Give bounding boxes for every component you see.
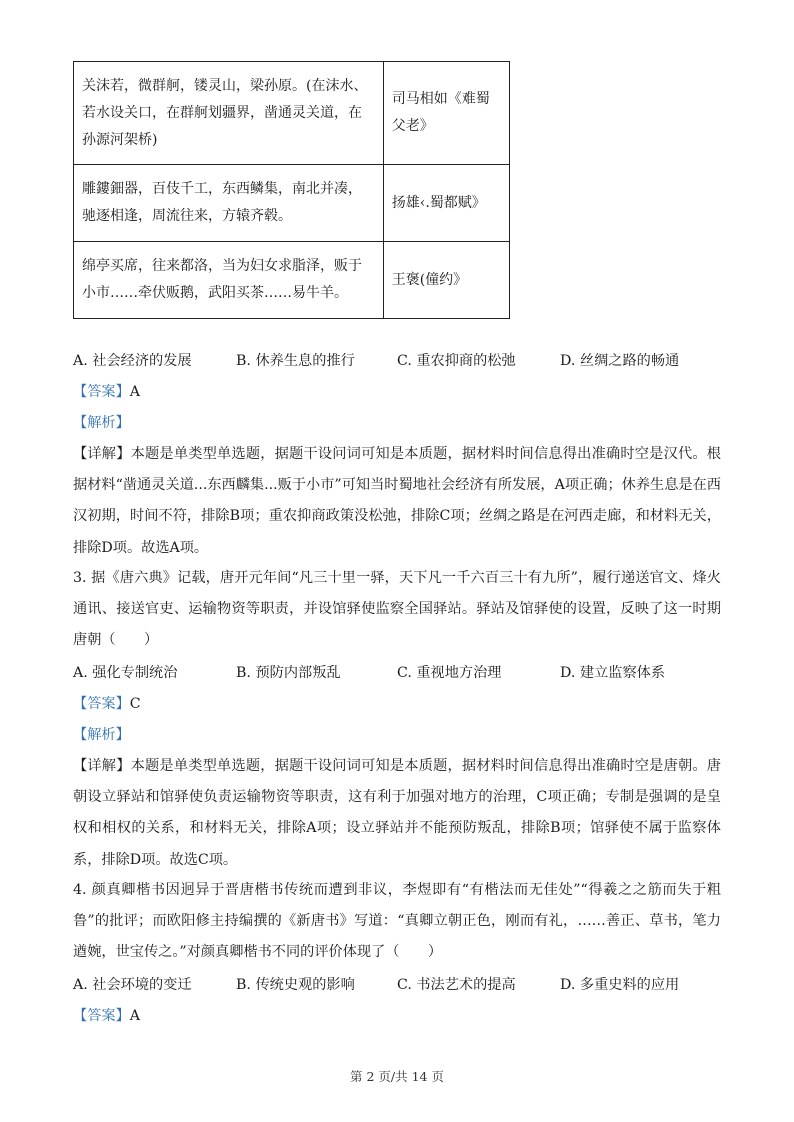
q3-detail: 【详解】本题是单类型单选题，据题干设问词可知是本质题，据材料时间信息得出准确时空是唐朝。唐朝设立驿站和馆驿使负责运输物资等职责，这有利于加强对地方的治理，C项正确；专制是强调的是皇权和相权的关系，和材料无关，排除A项；设立驿站并不能预防叛乱，排除B项；馆驿使不属于监察体系，排除D项。故选C项。 (73, 758, 721, 868)
material-source: 扬雄‹.蜀都赋》 (383, 165, 509, 242)
material-source: 王褒(僮约》 (383, 242, 509, 319)
q4-option-b: B. 传统史观的影响 (236, 977, 355, 993)
q3-option-a: A. 强化专制统治 (73, 665, 178, 681)
table-row (74, 242, 510, 319)
q2-option-d: D. 丝绸之路的畅通 (560, 353, 680, 369)
answer-value: A (129, 1008, 141, 1024)
table-row (74, 62, 510, 165)
q2-analysis-tag: 【解析】 (73, 415, 130, 431)
page-footer: 第 2 页/共 14 页 (350, 1069, 444, 1084)
material-text: 关沫若，微群舸，镂灵山，梁孙原。(在沫水、若水设关口，在群舸划疆界，凿通灵关道，在孙源河架桥) (74, 62, 384, 165)
answer-value: A (129, 384, 141, 400)
q2-answer (73, 382, 721, 402)
q3-option-d: D. 建立监察体系 (560, 665, 666, 681)
answer-tag: 【答案】 (73, 384, 130, 400)
q3-answer (73, 694, 721, 714)
table-row (74, 165, 510, 242)
material-source: 司马相如《难蜀父老》 (383, 62, 509, 165)
q3-stem: 3. 据《唐六典》记载，唐开元年间“凡三十里一驿，天下凡一千六百三十有九所”，履行递送官文、烽火通讯、接送官吏、运输物资等职责，并设馆驿使监察全国驿站。驿站及馆驿使的设置，反映了这一时期唐朝（ ） (73, 570, 721, 649)
q2-option-b: B. 休养生息的推行 (236, 353, 355, 369)
q2-option-a: A. 社会经济的发展 (73, 353, 192, 369)
q3-analysis-tag: 【解析】 (73, 727, 130, 743)
material-text: 绵亭买席，往来都洛，当为妇女求脂泽，贩于小市……牵伏贩鹅，武阳买茶……易牛羊。 (74, 242, 384, 319)
q3-option-c: C. 重视地方治理 (397, 665, 502, 681)
q4-option-a: A. 社会环境的变迁 (73, 977, 192, 993)
q3-option-b: B. 预防内部叛乱 (236, 665, 341, 681)
material-text: 雕鏤鈿器，百伎千工，东西鳞集，南北并凑，驰逐相逢，周流往来，方辕齐毂。 (74, 165, 384, 242)
answer-tag: 【答案】 (73, 696, 130, 712)
answer-value: C (129, 696, 141, 712)
material-table (73, 61, 510, 319)
q4-stem: 4. 颜真卿楷书因迥异于晋唐楷书传统而遭到非议，李煜即有“有楷法而无佳处”“得羲之之筋而失于粗鲁”的批评；而欧阳修主持编撰的《新唐书》写道：“真卿立朝正色，刚而有礼，……善正、草书，笔力遒婉，世宝传之。”对颜真卿楷书不同的评价体现了（ ） (73, 882, 721, 961)
answer-tag: 【答案】 (73, 1008, 130, 1024)
q2-detail: 【详解】本题是单类型单选题，据题干设问词可知是本质题，据材料时间信息得出准确时空是汉代。根据材料“凿通灵关道...东西麟集...贩于小市”可知当时蜀地社会经济有所发展，A项正确；休养生息是在西汉初期，时间不符，排除B项；重农抑商政策没松弛，排除C项；丝绸之路是在河西走廊，和材料无关，排除D项。故选A项。 (73, 446, 721, 556)
q4-option-d: D. 多重史料的应用 (560, 977, 680, 993)
q4-option-c: C. 书法艺术的提高 (397, 977, 516, 993)
q2-option-c: C. 重农抑商的松弛 (397, 353, 516, 369)
q4-answer (73, 1006, 721, 1026)
